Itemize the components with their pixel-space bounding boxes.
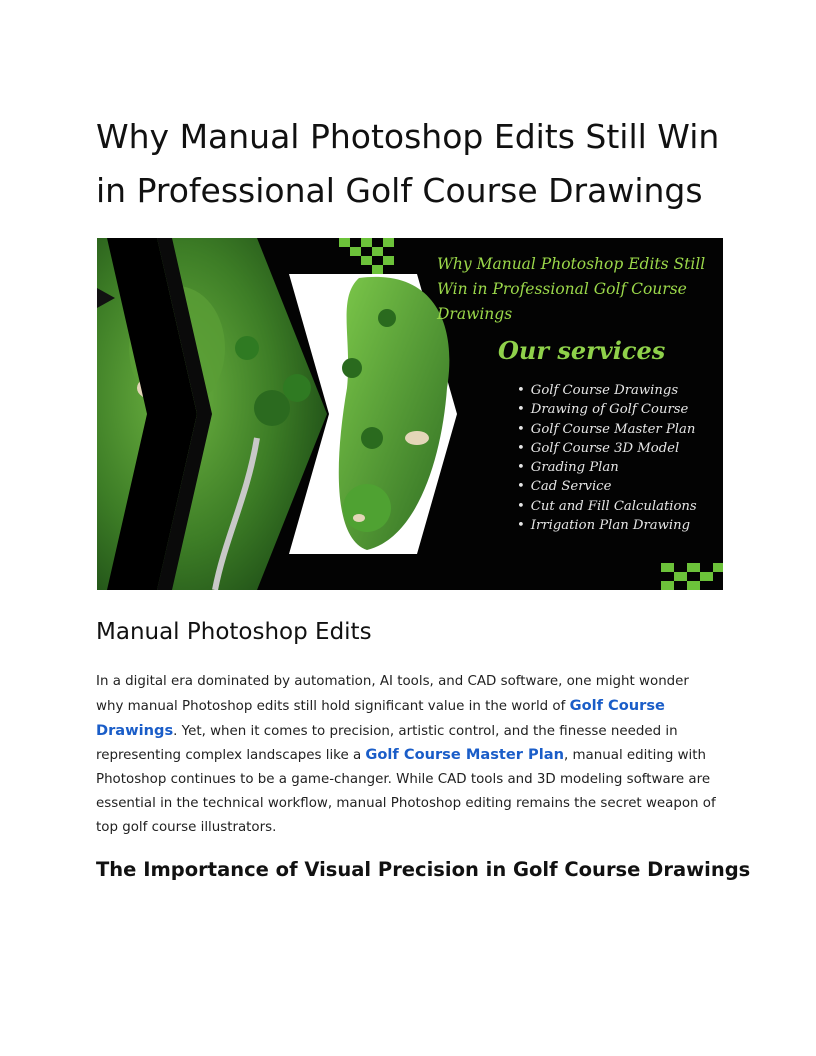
paragraph-text: . Yet, when it comes to precision, artistic control, and the finesse needed in representing complex landscapes like a <box>96 723 678 764</box>
services-heading: Our services <box>498 336 666 365</box>
banner-title: Why Manual Photoshop Edits Still Win in Professional Golf Course Drawings <box>437 255 706 323</box>
services-banner-image <box>97 238 723 590</box>
intro-paragraph <box>96 670 720 840</box>
checker-decoration-top <box>339 238 394 274</box>
service-item: • Cut and Fill Calculations <box>517 497 697 516</box>
service-item: • Golf Course 3D Model <box>517 439 697 458</box>
checker-decoration-bottom <box>661 563 723 590</box>
service-item: • Grading Plan <box>517 458 697 477</box>
service-item: • Cad Service <box>517 477 697 496</box>
service-item: • Irrigation Plan Drawing <box>517 516 697 535</box>
golf-course-master-plan-link[interactable]: Golf Course Master Plan <box>365 746 564 764</box>
golf-course-drawings-link[interactable]: Golf Course Drawings <box>96 696 665 739</box>
service-item: • Drawing of Golf Course <box>517 400 697 419</box>
document-title: Why Manual Photoshop Edits Still Win in Professional Golf Course Drawings <box>96 117 720 210</box>
section-heading: Manual Photoshop Edits <box>96 619 372 645</box>
paragraph-text: , manual editing with Photoshop continues to be a game-changer. While CAD tools and 3D modeling software are essential in the technical workflow, manual Photoshop editing remains the secret weapon of top golf course illustrators. <box>96 748 716 835</box>
subheading: The Importance of Visual Precision in Golf Course Drawings <box>96 858 751 881</box>
paragraph-text: In a digital era dominated by automation, AI tools, and CAD software, one might wonder why manual Photoshop edits still hold significant value in the world of <box>96 674 689 714</box>
services-list <box>517 381 697 535</box>
service-item: • Golf Course Drawings <box>517 381 697 400</box>
service-item: • Golf Course Master Plan <box>517 420 697 439</box>
